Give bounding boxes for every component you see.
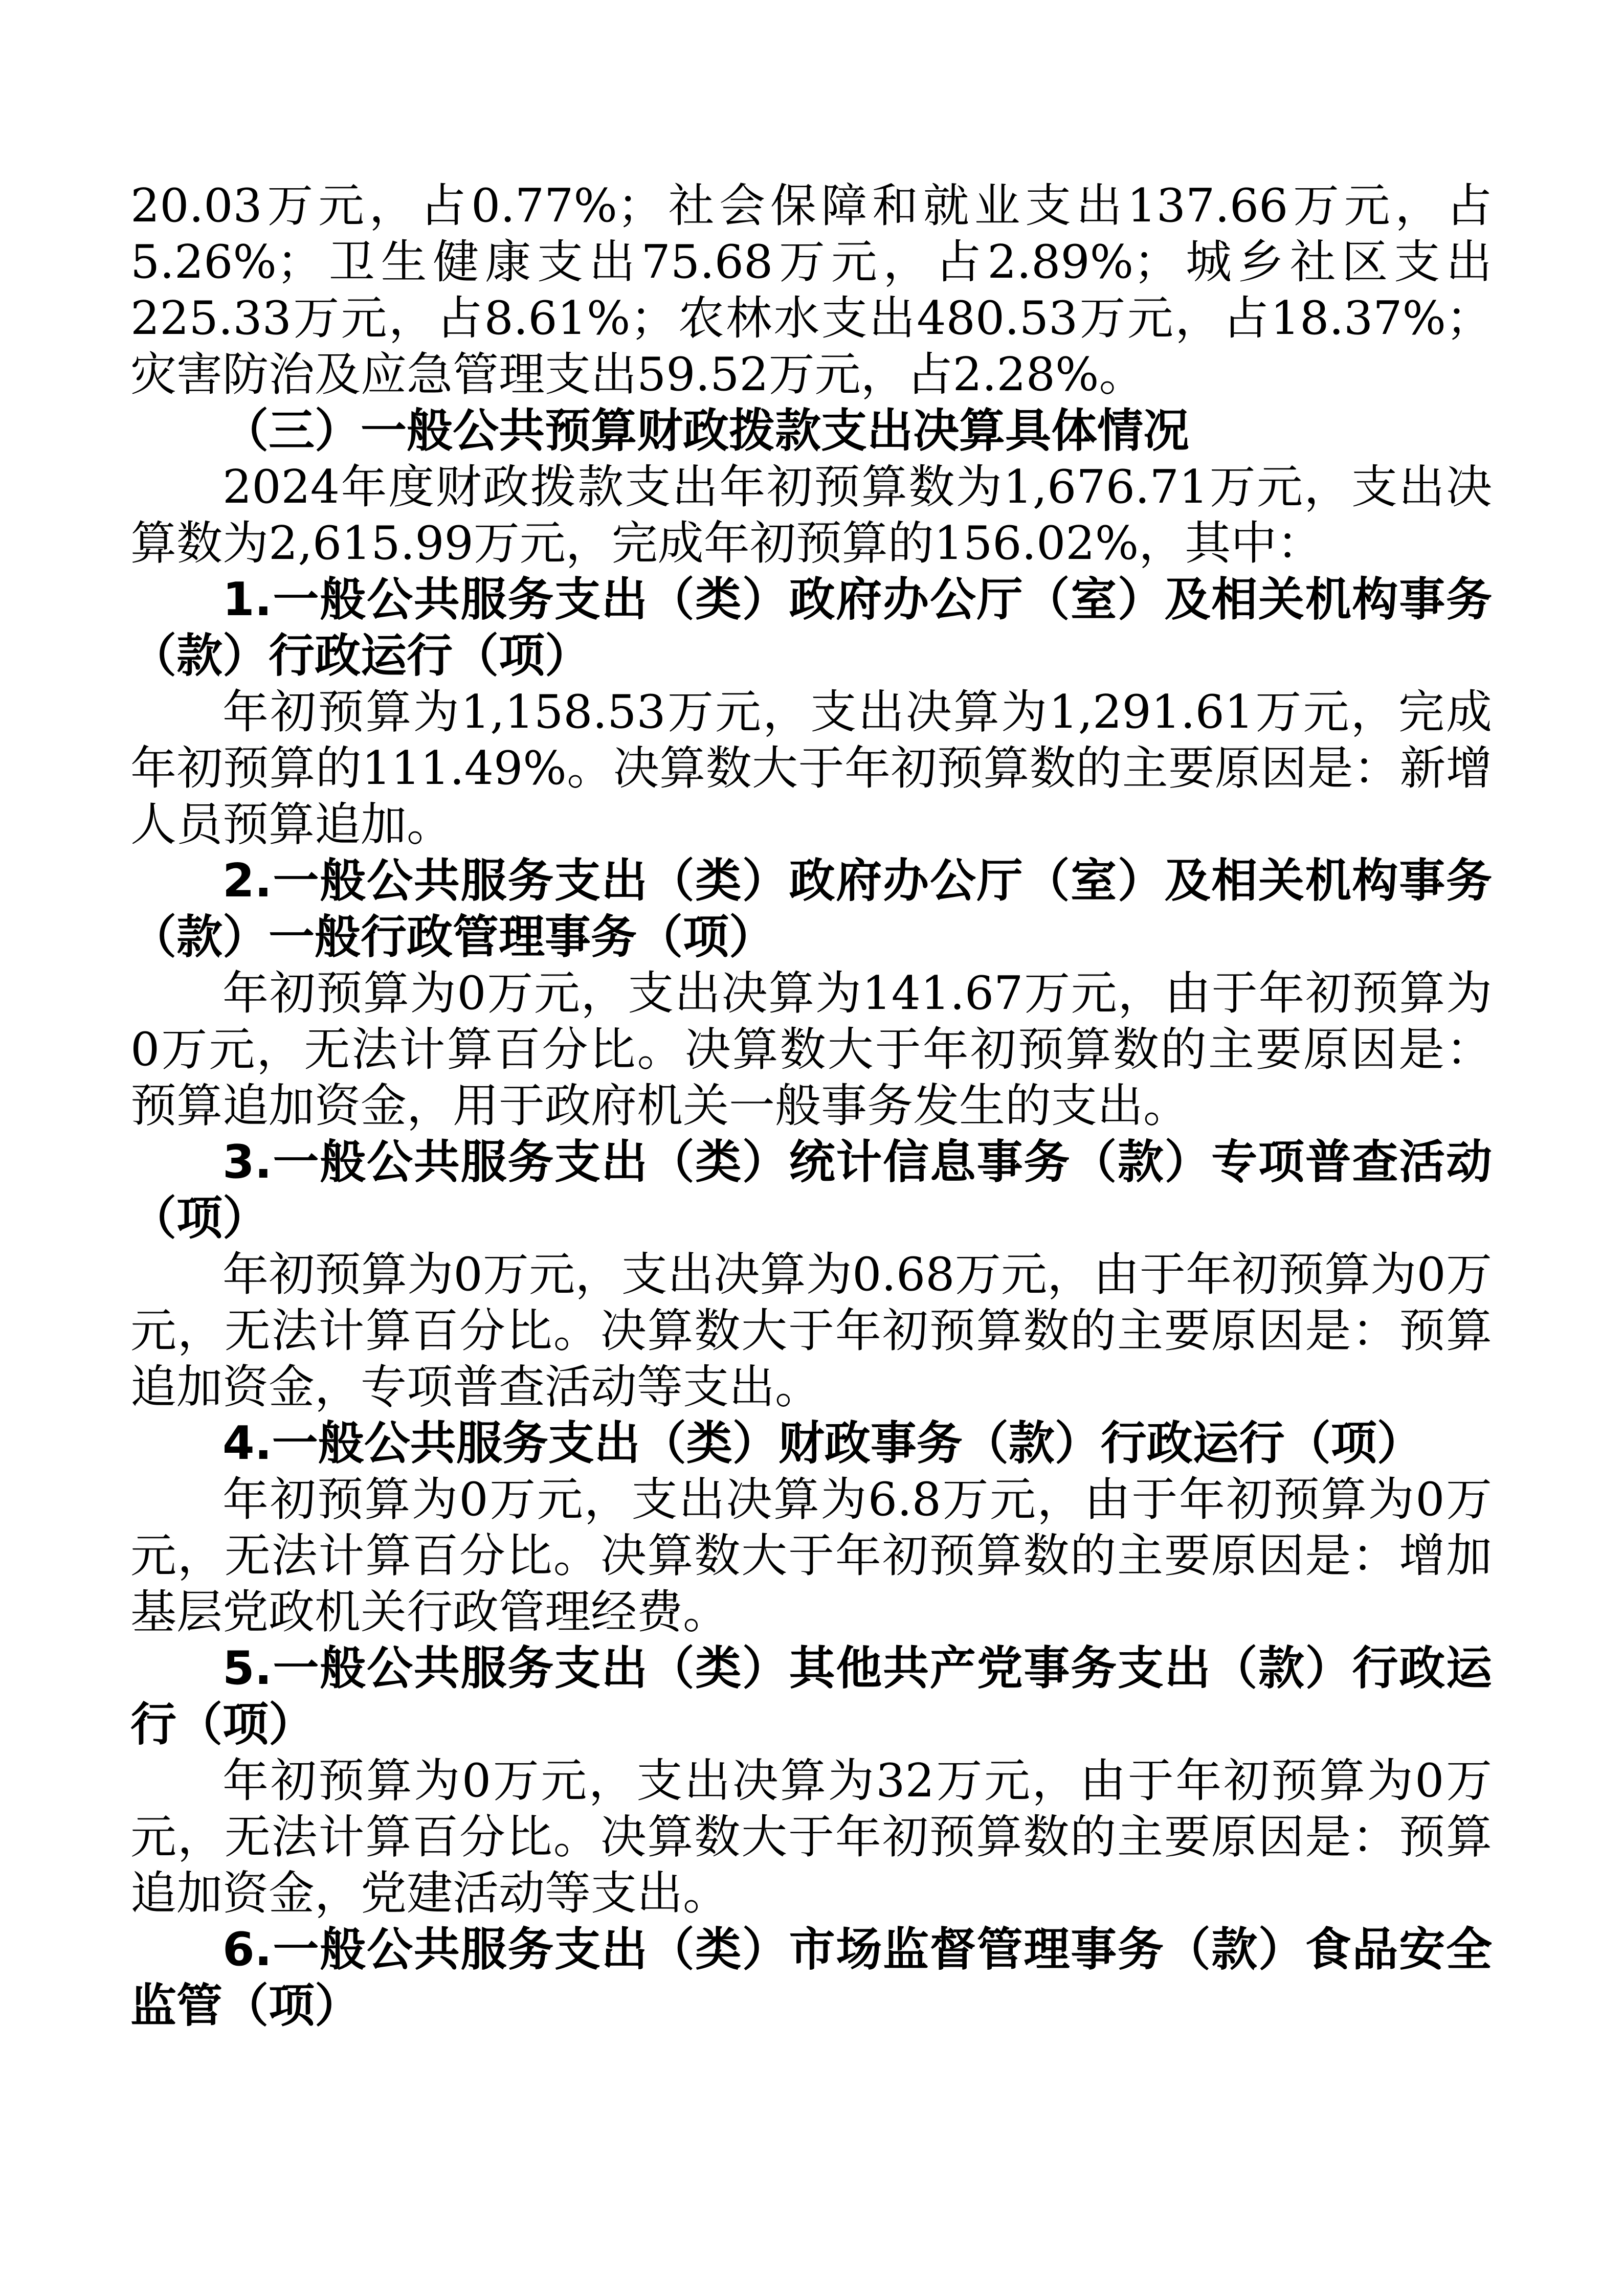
section-heading: （三）一般公共预算财政拨款支出决算具体情况 [223,404,1189,458]
body-paragraph: 年初预算为0万元，支出决算为6.8万元，由于年初预算为0万元，无法计算百分比。决算数大于年初预算数的主要原因是：增加基层党政机关行政管理经费。 [130,1473,1492,1639]
section-heading: 2.一般公共服务支出（类）政府办公厅（室）及相关机构事务（款）一般行政管理事务（项） [130,854,1492,964]
document-body [130,178,1492,2034]
body-paragraph: 20.03万元，占0.77%；社会保障和就业支出137.66万元，占5.26%；卫生健康支出75.68万元，占2.89%；城乡社区支出225.33万元，占8.61%；农林水支出480.53万元，占18.37%；灾害防治及应急管理支出59.52万元，占2.28%。 [130,179,1492,401]
body-paragraph: 年初预算为0万元，支出决算为32万元，由于年初预算为0万元，无法计算百分比。决算数大于年初预算数的主要原因是：预算追加资金，党建活动等支出。 [130,1754,1492,1920]
section-heading: 6.一般公共服务支出（类）市场监督管理事务（款）食品安全监管（项） [130,1923,1492,2033]
section-heading: 5.一般公共服务支出（类）其他共产党事务支出（款）行政运行（项） [130,1641,1492,1751]
body-paragraph: 年初预算为0万元，支出决算为0.68万元，由于年初预算为0万元，无法计算百分比。决算数大于年初预算数的主要原因是：预算追加资金，专项普查活动等支出。 [130,1248,1492,1414]
section-heading: 3.一般公共服务支出（类）统计信息事务（款）专项普查活动（项） [130,1135,1492,1245]
section-heading: 4.一般公共服务支出（类）财政事务（款）行政运行（项） [223,1416,1423,1470]
body-paragraph: 2024年度财政拨款支出年初预算数为1,676.71万元，支出决算数为2,615.99万元，完成年初预算的156.02%，其中： [130,460,1492,570]
section-heading: 1.一般公共服务支出（类）政府办公厅（室）及相关机构事务（款）行政运行（项） [130,573,1492,683]
body-paragraph: 年初预算为0万元，支出决算为141.67万元，由于年初预算为0万元，无法计算百分比。决算数大于年初预算数的主要原因是：预算追加资金，用于政府机关一般事务发生的支出。 [130,966,1492,1133]
body-paragraph: 年初预算为1,158.53万元，支出决算为1,291.61万元，完成年初预算的111.49%。决算数大于年初预算数的主要原因是：新增人员预算追加。 [130,685,1492,851]
